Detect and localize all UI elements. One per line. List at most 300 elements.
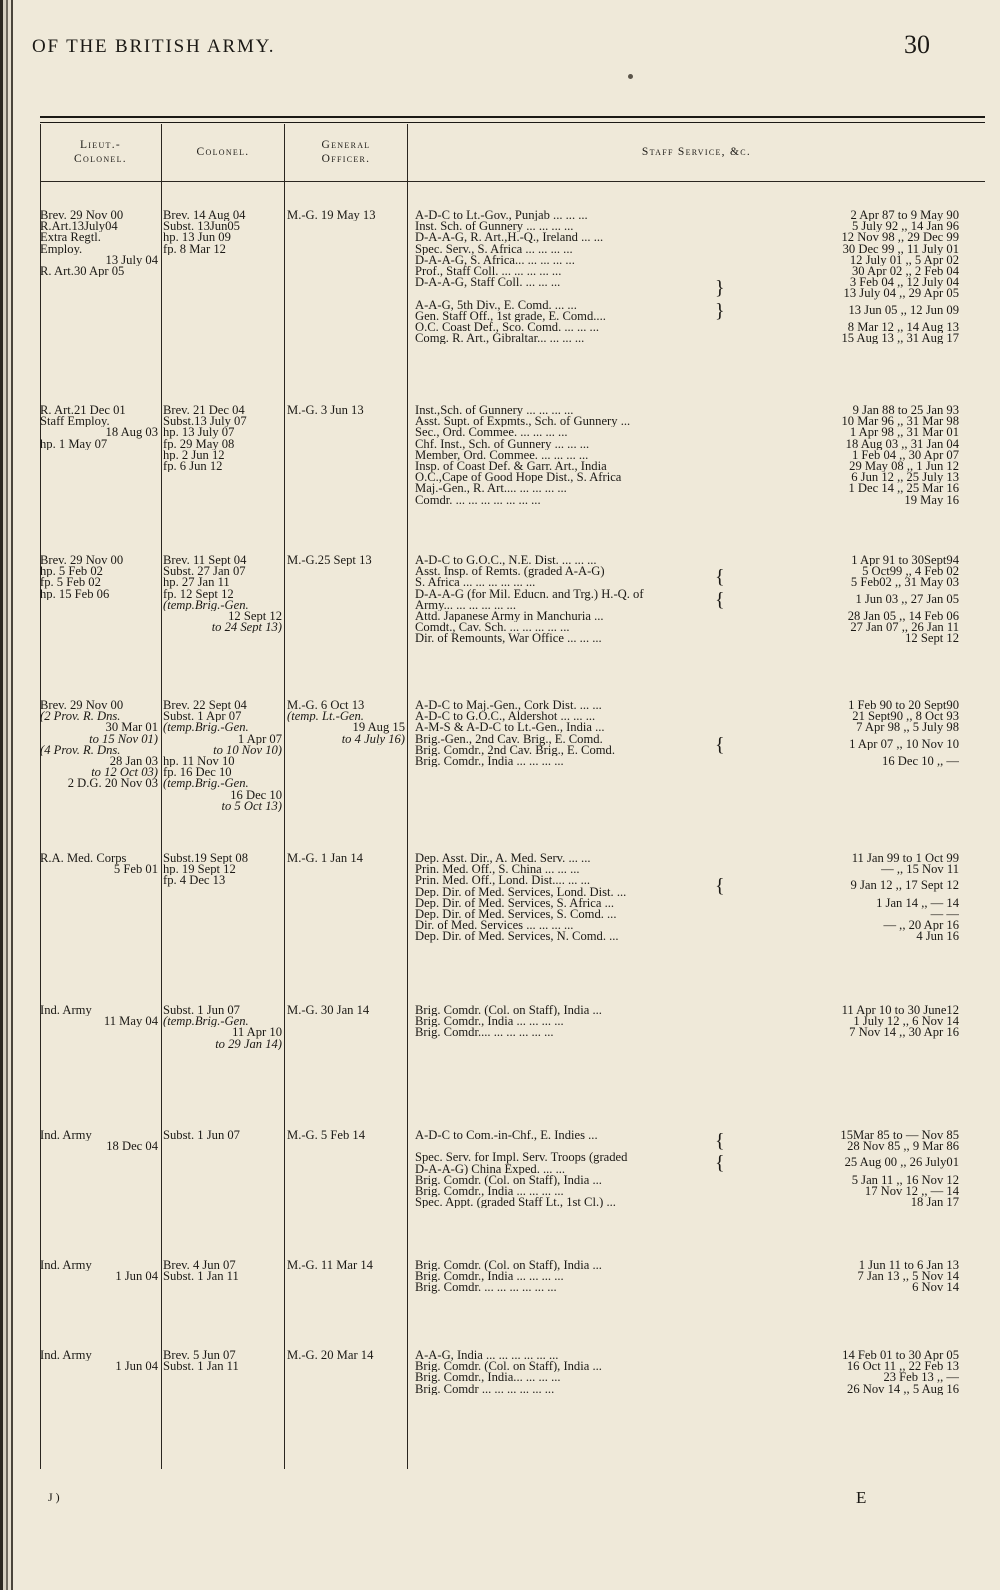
colonel-cell bbox=[163, 1260, 282, 1282]
cell-line: fp. 6 Jun 12 bbox=[163, 460, 223, 473]
appointment-dates: 7 Nov 14 ,, 30 Apr 16 bbox=[849, 1027, 959, 1039]
appointment-description: Brig. Comdr., India ... ... ... ... bbox=[415, 755, 564, 768]
appointment-description: D-A-A-G, R. Art.,H.-Q., Ireland ... ... bbox=[415, 232, 604, 244]
colonel-cell bbox=[163, 210, 282, 255]
lieut-colonel-cell bbox=[40, 853, 158, 875]
cell-line: Brev. 11 Sept 04 bbox=[163, 555, 247, 567]
cell-line: 5 Feb 01 bbox=[113, 864, 158, 876]
appointment-dates: 1 Feb 04 ,, 30 Apr 07 bbox=[851, 449, 959, 461]
staff-appointment bbox=[415, 1383, 959, 1395]
cell-line: Subst. 1 Jun 07 bbox=[163, 1005, 240, 1017]
appointment-dates: 4 Jun 16 bbox=[916, 931, 959, 943]
page-number: 30 bbox=[904, 30, 930, 59]
cell-line: Ind. Army bbox=[40, 1130, 92, 1142]
staff-appointment bbox=[415, 1152, 959, 1175]
wrapped-line: 5 Feb02 ,, 31 May 03 bbox=[850, 575, 959, 589]
cell-line: M.-G. 20 Mar 14 bbox=[287, 1350, 374, 1362]
staff-service-cell bbox=[415, 700, 959, 768]
staff-appointment bbox=[415, 1260, 959, 1272]
appointment-description: O.C.,Cape of Good Hope Dist., S. Africa bbox=[415, 472, 622, 484]
appointment-description: Brig. Comdr ... ... ... ... ... ... bbox=[415, 1383, 555, 1395]
appointment-description bbox=[415, 589, 755, 611]
cell-line: to 29 Jan 14) bbox=[215, 1038, 282, 1050]
appointment-description bbox=[415, 734, 755, 756]
appointment-description: A-D-C to Lt.-Gov., Punjab ... ... ... bbox=[415, 210, 588, 222]
cell-line: hp. 2 Jun 12 bbox=[163, 449, 225, 461]
cell-line: hp. 13 Jun 09 bbox=[163, 232, 231, 244]
cell-line: hp. 5 Feb 02 bbox=[40, 566, 103, 578]
lieut-colonel-cell bbox=[40, 1130, 158, 1152]
cell-line: fp. 12 Sept 12 bbox=[163, 588, 234, 600]
cell-line: (temp.Brig.-Gen. bbox=[163, 778, 249, 790]
staff-appointment bbox=[415, 483, 959, 495]
staff-appointment bbox=[415, 221, 959, 233]
cell-line: Brev. 5 Jun 07 bbox=[163, 1350, 236, 1362]
cell-line: 18 Dec 04 bbox=[106, 1141, 158, 1153]
wrapped-line: 28 Nov 85 ,, 9 Mar 86 bbox=[847, 1139, 959, 1153]
staff-appointment bbox=[415, 1350, 959, 1362]
appointment-dates: 21 Sept90 ,, 8 Oct 93 bbox=[852, 711, 959, 723]
brace-mark: } bbox=[715, 299, 725, 322]
appointment-dates: 16 Dec 10 ,, — bbox=[882, 755, 959, 768]
staff-service-cell bbox=[415, 405, 959, 506]
appointment-description: Prin. Med. Off., S. China ... ... ... bbox=[415, 864, 580, 876]
cell-line: 30 Mar 01 bbox=[105, 722, 158, 734]
appointment-dates: 19 May 16 bbox=[904, 494, 959, 506]
appointment-description bbox=[415, 300, 755, 322]
appointment-description: A-M-S & A-D-C to Lt.-Gen., India ... bbox=[415, 722, 605, 734]
cell-line: to 10 Nov 10) bbox=[213, 744, 282, 756]
staff-appointment bbox=[415, 1282, 959, 1294]
appointment-description: Dep. Dir. of Med. Services, N. Comd. ... bbox=[415, 931, 619, 943]
appointment-dates: 1 Apr 07 ,, 10 Nov 10 bbox=[849, 738, 959, 750]
cell-line: Subst.13 July 07 bbox=[163, 416, 247, 428]
appointment-dates: 12 Nov 98 ,, 29 Dec 99 bbox=[841, 232, 959, 244]
staff-appointment bbox=[415, 1271, 959, 1283]
appointment-dates: 23 Feb 13 ,, — bbox=[883, 1372, 959, 1384]
general-officer-cell bbox=[287, 1130, 405, 1141]
appointment-dates bbox=[727, 1130, 959, 1152]
appointment-dates: 27 Jan 07 ,, 26 Jan 11 bbox=[850, 622, 959, 634]
wrapped-line: Asst. Insp. of Remts. (graded A-A-G) bbox=[415, 566, 605, 579]
colonel-cell bbox=[163, 1005, 282, 1050]
staff-appointment bbox=[415, 449, 959, 461]
staff-appointment bbox=[415, 622, 959, 634]
appointment-description: Brig. Comdr., India... ... ... ... bbox=[415, 1372, 561, 1384]
appointment-description: Insp. of Coast Def. & Garr. Art., India bbox=[415, 460, 607, 473]
brace-mark: { bbox=[715, 1152, 725, 1175]
wrapped-line: 5 Oct99 ,, 4 Feb 02 bbox=[862, 566, 959, 579]
brace-mark: { bbox=[715, 733, 725, 756]
appointment-dates: 6 Nov 14 bbox=[912, 1282, 959, 1294]
appointment-dates: 15 Aug 13 ,, 31 Aug 17 bbox=[841, 333, 959, 345]
appointment-description: Dir. of Remounts, War Office ... ... ... bbox=[415, 633, 602, 645]
cell-line: Employ. bbox=[40, 243, 83, 255]
wrapped-line: Brig. Comdr., 2nd Cav. Brig., E. Comd. bbox=[415, 742, 615, 756]
wrapped-line: Gen. Staff Off., 1st grade, E. Comd.... bbox=[415, 308, 606, 322]
cell-line: (temp.Brig.-Gen. bbox=[163, 722, 249, 734]
appointment-dates: 1 July 12 ,, 6 Nov 14 bbox=[853, 1016, 959, 1028]
cell-line: Ind. Army bbox=[40, 1260, 92, 1272]
wrapped-line: 15Mar 85 to — Nov 85 bbox=[840, 1130, 959, 1142]
cell-line: 16 Dec 10 bbox=[230, 789, 282, 801]
cell-line: Subst. 1 Apr 07 bbox=[163, 711, 242, 723]
colonel-cell bbox=[163, 555, 282, 633]
wrapped-line: A-A-G, 5th Div., E. Comd. ... ... bbox=[415, 299, 577, 312]
cell-line: Subst. 1 Jun 07 bbox=[163, 1130, 240, 1142]
appointment-description bbox=[415, 875, 755, 897]
staff-appointment bbox=[415, 427, 959, 439]
appointment-dates: 18 Jan 17 bbox=[910, 1197, 959, 1209]
general-officer-cell bbox=[287, 555, 405, 566]
staff-appointment bbox=[415, 908, 959, 921]
lieut-colonel-cell bbox=[40, 700, 158, 790]
brace-mark: { bbox=[715, 588, 725, 611]
appointment-description: Spec. Serv., S. Africa ... ... ... ... bbox=[415, 243, 573, 255]
appointment-dates bbox=[727, 566, 959, 588]
column-header-staff-service: Staff Service, &c. bbox=[641, 146, 752, 158]
appointment-dates: 30 Dec 99 ,, 11 July 01 bbox=[842, 243, 959, 255]
cell-line: 12 Sept 12 bbox=[228, 610, 282, 623]
appointment-description: Inst.,Sch. of Gunnery ... ... ... ... bbox=[415, 405, 574, 417]
appointment-description: A-D-C to G.O.C., Aldershot ... ... ... bbox=[415, 711, 596, 723]
appointment-description: Brig. Comdr. ... ... ... ... ... ... bbox=[415, 1282, 557, 1294]
wrapped-line: D-A-A-G) China Exped. ... ... bbox=[415, 1161, 566, 1175]
staff-appointment bbox=[415, 1130, 959, 1153]
appointment-dates: 1 Jun 11 to 6 Jan 13 bbox=[858, 1260, 959, 1272]
appointment-dates: — ,, 15 Nov 11 bbox=[881, 864, 959, 876]
lieut-colonel-cell bbox=[40, 405, 158, 450]
appointment-dates: 28 Jan 05 ,, 14 Feb 06 bbox=[847, 610, 959, 623]
lieut-colonel-cell bbox=[40, 1350, 158, 1372]
cell-line: hp. 15 Feb 06 bbox=[40, 588, 110, 600]
cell-line: Subst.19 Sept 08 bbox=[163, 853, 249, 865]
cell-line: Brev. 21 Dec 04 bbox=[163, 405, 245, 417]
appointment-description: Brig. Comdr. (Col. on Staff), India ... bbox=[415, 1005, 602, 1017]
cell-line: 18 Aug 03 bbox=[105, 427, 158, 439]
appointment-description: Dep. Dir. of Med. Services, S. Africa ... bbox=[415, 897, 615, 909]
general-officer-cell bbox=[287, 405, 405, 416]
cell-line: Extra Regtl. bbox=[40, 232, 101, 244]
appointment-dates: 10 Mar 96 ,, 31 Mar 98 bbox=[841, 416, 959, 428]
staff-appointment bbox=[415, 555, 959, 567]
appointment-dates: 1 Feb 90 to 20 Sept90 bbox=[848, 700, 959, 712]
appointment-description: Prof., Staff Coll. ... ... ... ... ... bbox=[415, 265, 562, 278]
signature-mark: E bbox=[856, 1488, 867, 1507]
cell-line: M.-G. 19 May 13 bbox=[287, 210, 376, 222]
staff-appointment bbox=[415, 277, 959, 300]
appointment-dates: 29 May 08 ,, 1 Jun 12 bbox=[849, 460, 959, 473]
appointment-description: Brig. Comdr. (Col. on Staff), India ... bbox=[415, 1361, 602, 1373]
cell-line: Staff Employ. bbox=[40, 416, 110, 428]
cell-line: Brev. 29 Nov 00 bbox=[40, 210, 124, 222]
appointment-dates: 17 Nov 12 ,, — 14 bbox=[864, 1185, 959, 1198]
appointment-dates: 16 Oct 11 ,, 22 Feb 13 bbox=[846, 1361, 959, 1373]
staff-appointment bbox=[415, 494, 959, 506]
brace-mark: { bbox=[715, 875, 725, 898]
cell-line: to 12 Oct 03) bbox=[91, 767, 158, 779]
staff-appointment bbox=[415, 853, 959, 865]
cell-line: to 4 July 16) bbox=[341, 733, 405, 745]
staff-appointment bbox=[415, 733, 959, 756]
lieut-colonel-cell bbox=[40, 1260, 158, 1282]
cell-line: Brev. 22 Sept 04 bbox=[163, 700, 247, 712]
staff-appointment bbox=[415, 472, 959, 484]
running-title: OF THE BRITISH ARMY. bbox=[32, 36, 276, 57]
staff-appointment bbox=[415, 243, 959, 255]
lieut-colonel-cell bbox=[40, 555, 158, 600]
appointment-dates: 11 Jan 99 to 1 Oct 99 bbox=[851, 853, 959, 865]
appointment-description: Brig. Comdr., India ... ... ... ... bbox=[415, 1016, 564, 1028]
appointment-dates: 6 Jun 12 ,, 25 July 13 bbox=[851, 472, 959, 484]
appointment-description: Dir. of Med. Services ... ... ... ... bbox=[415, 920, 574, 932]
cell-line: to 5 Oct 13) bbox=[221, 800, 282, 812]
staff-appointment bbox=[415, 633, 959, 645]
appointment-description: Comdt., Cav. Sch. ... ... ... ... ... bbox=[415, 622, 570, 634]
appointment-description: Comdr. ... ... ... ... ... ... ... bbox=[415, 494, 541, 506]
appointment-description: Dep. Asst. Dir., A. Med. Serv. ... ... bbox=[415, 853, 591, 865]
staff-appointment bbox=[415, 897, 959, 909]
appointment-description: Asst. Supt. of Expmts., Sch. of Gunnery ... bbox=[415, 416, 631, 428]
appointment-description: Chf. Inst., Sch. of Gunnery ... ... ... bbox=[415, 438, 590, 450]
staff-appointment bbox=[415, 722, 959, 734]
appointment-description: Brig. Comdr. (Col. on Staff), India ... bbox=[415, 1260, 602, 1272]
appointment-dates: 12 Sept 12 bbox=[905, 633, 959, 645]
staff-appointment bbox=[415, 755, 959, 768]
staff-appointment bbox=[415, 1016, 959, 1028]
colonel-cell bbox=[163, 1350, 282, 1372]
staff-appointment bbox=[415, 1197, 959, 1209]
cell-line: hp. 19 Sept 12 bbox=[163, 864, 236, 876]
staff-appointment bbox=[415, 460, 959, 473]
cell-line: M.-G. 11 Mar 14 bbox=[287, 1260, 373, 1272]
cell-line: Brev. 29 Nov 00 bbox=[40, 555, 124, 567]
appointment-dates: 8 Mar 12 ,, 14 Aug 13 bbox=[847, 321, 959, 334]
cell-line: fp. 16 Dec 10 bbox=[163, 767, 232, 779]
cell-line: Brev. 29 Nov 00 bbox=[40, 700, 124, 712]
cell-line: Subst. 1 Jan 11 bbox=[163, 1361, 239, 1373]
appointment-dates: 5 July 92 ,, 14 Jan 96 bbox=[851, 221, 959, 233]
cell-line: hp. 1 May 07 bbox=[40, 438, 108, 450]
appointment-description: Brig. Comdr., India ... ... ... ... bbox=[415, 1271, 564, 1283]
cell-line: (temp.Brig.-Gen. bbox=[163, 599, 249, 611]
appointment-description: A-D-C to Maj.-Gen., Cork Dist. ... ... bbox=[415, 700, 602, 712]
appointment-dates: 25 Aug 00 ,, 26 July01 bbox=[844, 1157, 959, 1169]
staff-appointment bbox=[415, 299, 959, 322]
general-officer-cell bbox=[287, 700, 405, 745]
lieut-colonel-cell bbox=[40, 1005, 158, 1027]
appointment-dates: 7 Apr 98 ,, 5 July 98 bbox=[856, 722, 959, 734]
wrapped-line: Dep. Dir. of Med. Services, Lond. Dist. ... bbox=[415, 884, 627, 898]
cell-line: M.-G. 6 Oct 13 bbox=[287, 700, 365, 712]
wrapped-line: D-A-A-G (for Mil. Educn. and Trg.) H.-Q. of bbox=[415, 588, 644, 601]
appointment-dates: 1 Jan 14 ,, — 14 bbox=[876, 897, 959, 909]
cell-line: 11 Apr 10 bbox=[232, 1027, 282, 1039]
staff-appointment bbox=[415, 438, 959, 450]
staff-service-cell bbox=[415, 1130, 959, 1209]
cell-line: M.-G.25 Sept 13 bbox=[287, 555, 372, 567]
appointment-dates: — ,, 20 Apr 16 bbox=[883, 920, 959, 932]
appointment-description: Comg. R. Art., Gibraltar... ... ... ... bbox=[415, 333, 585, 345]
colonel-cell bbox=[163, 700, 282, 812]
column-header-lieut-colonel: Lieut.- Colonel. bbox=[74, 139, 127, 165]
staff-appointment bbox=[415, 1005, 959, 1017]
cell-line: R.A. Med. Corps bbox=[40, 853, 127, 865]
cell-line: M.-G. 5 Feb 14 bbox=[287, 1130, 366, 1142]
cell-line: 28 Jan 03 bbox=[109, 755, 158, 768]
staff-appointment bbox=[415, 321, 959, 334]
cell-line: (4 Prov. R. Dns. bbox=[40, 744, 121, 756]
appointment-description: A-D-C to Com.-in-Chf., E. Indies ... bbox=[415, 1130, 598, 1142]
cell-line: M.-G. 3 Jun 13 bbox=[287, 405, 364, 417]
cell-line: fp. 8 Mar 12 bbox=[163, 243, 226, 255]
staff-appointment bbox=[415, 254, 959, 266]
appointment-dates: 1 Jun 03 ,, 27 Jan 05 bbox=[855, 593, 959, 605]
appointment-description: Spec. Appt. (graded Staff Lt., 1st Cl.) ... bbox=[415, 1197, 616, 1209]
appointment-description: D-A-A-G, Staff Coll. ... ... ... bbox=[415, 277, 561, 289]
staff-appointment bbox=[415, 232, 959, 244]
cell-line: to 15 Nov 01) bbox=[89, 733, 158, 745]
staff-appointment bbox=[415, 610, 959, 623]
staff-appointment bbox=[415, 1174, 959, 1186]
appointment-description: O.C. Coast Def., Sco. Comd. ... ... ... bbox=[415, 321, 600, 334]
staff-appointment bbox=[415, 1027, 959, 1039]
column-header-general-officer: General Officer. bbox=[321, 139, 371, 165]
wrapped-line: 3 Feb 04 ,, 12 July 04 bbox=[849, 277, 959, 290]
appointment-description: Sec., Ord. Commee. ... ... ... ... bbox=[415, 427, 568, 439]
staff-appointment bbox=[415, 333, 959, 345]
staff-service-cell bbox=[415, 1260, 959, 1294]
staff-appointment bbox=[415, 1185, 959, 1198]
cell-line: R. Art.30 Apr 05 bbox=[40, 265, 125, 278]
appointment-dates: 1 Dec 14 ,, 25 Mar 16 bbox=[848, 483, 959, 495]
staff-service-cell bbox=[415, 210, 959, 345]
footer-mark: J ) bbox=[48, 1490, 60, 1504]
appointment-description: Inst. Sch. of Gunnery ... ... ... ... bbox=[415, 221, 574, 233]
appointment-dates: 7 Jan 13 ,, 5 Nov 14 bbox=[857, 1271, 959, 1283]
appointment-dates: 14 Feb 01 to 30 Apr 05 bbox=[842, 1350, 959, 1362]
appointment-dates: 1 Apr 98 ,, 31 Mar 01 bbox=[849, 427, 959, 439]
cell-line: 19 Aug 15 bbox=[352, 722, 405, 734]
appointment-description: A-D-C to G.O.C., N.E. Dist. ... ... ... bbox=[415, 555, 597, 567]
staff-appointment bbox=[415, 588, 959, 611]
column-header-colonel: Colonel. bbox=[196, 146, 250, 158]
staff-appointment bbox=[415, 711, 959, 723]
appointment-dates: 2 Apr 87 to 9 May 90 bbox=[850, 210, 959, 222]
wrapped-line: 13 July 04 ,, 29 Apr 05 bbox=[843, 286, 959, 300]
staff-appointment bbox=[415, 931, 959, 943]
appointment-dates: 11 Apr 10 to 30 June12 bbox=[841, 1005, 959, 1017]
cell-line: to 24 Sept 13) bbox=[211, 622, 282, 634]
staff-appointment bbox=[415, 700, 959, 712]
cell-line: Subst. 1 Jan 11 bbox=[163, 1271, 239, 1283]
staff-service-cell bbox=[415, 1005, 959, 1039]
cell-line: R.Art.13July04 bbox=[40, 221, 118, 233]
appointment-dates: 18 Aug 03 ,, 31 Jan 04 bbox=[845, 438, 959, 450]
appointment-dates: 1 Apr 91 to 30Sept94 bbox=[851, 555, 959, 567]
appointment-dates: — — bbox=[930, 908, 959, 921]
appointment-description: Brig. Comdr. (Col. on Staff), India ... bbox=[415, 1174, 602, 1186]
cell-line: 1 Jun 04 bbox=[115, 1271, 158, 1283]
cell-line: (2 Prov. R. Dns. bbox=[40, 711, 121, 723]
general-officer-cell bbox=[287, 853, 405, 864]
cell-line: (temp. Lt.-Gen. bbox=[287, 711, 364, 723]
appointment-dates: 30 Apr 02 ,, 2 Feb 04 bbox=[851, 265, 959, 278]
colonel-cell bbox=[163, 1130, 282, 1141]
lieut-colonel-cell bbox=[40, 210, 158, 277]
appointment-description: Brig. Comdr., India ... ... ... ... bbox=[415, 1185, 564, 1198]
staff-appointment bbox=[415, 210, 959, 222]
brace-mark: } bbox=[715, 277, 725, 300]
appointment-description: A-A-G, India ... ... ... ... ... ... bbox=[415, 1350, 559, 1362]
appointment-dates bbox=[727, 277, 959, 299]
appointment-dates: 5 Jan 11 ,, 16 Nov 12 bbox=[851, 1174, 959, 1186]
cell-line: hp. 27 Jan 11 bbox=[163, 577, 230, 589]
cell-line: M.-G. 1 Jan 14 bbox=[287, 853, 363, 865]
general-officer-cell bbox=[287, 210, 405, 221]
staff-appointment bbox=[415, 405, 959, 417]
appointment-description bbox=[415, 566, 755, 588]
appointment-description: Maj.-Gen., R. Art.... ... ... ... ... bbox=[415, 483, 567, 495]
wrapped-line: S. Africa ... ... ... ... ... ... bbox=[415, 575, 536, 589]
appointment-description: Member, Ord. Commee. ... ... ... ... bbox=[415, 449, 589, 461]
staff-appointment bbox=[415, 1361, 959, 1373]
brace-mark: { bbox=[715, 1130, 725, 1152]
cell-line: Ind. Army bbox=[40, 1005, 92, 1017]
appointment-dates: 26 Nov 14 ,, 5 Aug 16 bbox=[847, 1383, 959, 1395]
wrapped-line: Brig.-Gen., 2nd Cav. Brig., E. Comd. bbox=[415, 733, 603, 746]
staff-appointment bbox=[415, 566, 959, 589]
cell-line: R. Art.21 Dec 01 bbox=[40, 405, 126, 417]
colonel-cell bbox=[163, 853, 282, 887]
cell-line: 1 Apr 07 bbox=[237, 733, 282, 745]
cell-line: fp. 29 May 08 bbox=[163, 438, 235, 450]
staff-appointment bbox=[415, 920, 959, 932]
appointment-description: Brig. Comdr.... ... ... ... ... ... bbox=[415, 1027, 554, 1039]
staff-service-cell bbox=[415, 1350, 959, 1395]
staff-appointment bbox=[415, 864, 959, 876]
appointment-description: D-A-A-G, S. Africa... ... ... ... ... bbox=[415, 254, 575, 266]
appointment-dates: 13 Jun 05 ,, 12 Jun 09 bbox=[848, 304, 959, 316]
appointment-description bbox=[415, 1152, 755, 1174]
cell-line: Brev. 4 Jun 07 bbox=[163, 1260, 236, 1272]
appointment-description: Dep. Dir. of Med. Services, S. Comd. ... bbox=[415, 908, 617, 921]
brace-mark: { bbox=[715, 566, 725, 589]
wrapped-line: Prin. Med. Off., Lond. Dist.... ... ... bbox=[415, 875, 591, 888]
cell-line: 2 D.G. 20 Nov 03 bbox=[67, 778, 158, 790]
cell-line: Ind. Army bbox=[40, 1350, 92, 1362]
general-officer-cell bbox=[287, 1350, 405, 1361]
cell-line: Subst. 13Jun05 bbox=[163, 221, 240, 233]
appointment-dates: 12 July 01 ,, 5 Apr 02 bbox=[849, 254, 959, 266]
appointment-dates: 9 Jan 88 to 25 Jan 93 bbox=[852, 405, 959, 417]
cell-line: 1 Jun 04 bbox=[115, 1361, 158, 1373]
cell-line: hp. 13 July 07 bbox=[163, 427, 235, 439]
cell-line: (temp.Brig.-Gen. bbox=[163, 1016, 249, 1028]
cell-line: hp. 11 Nov 10 bbox=[163, 755, 235, 768]
appointment-dates: 9 Jan 12 ,, 17 Sept 12 bbox=[850, 880, 959, 892]
appointment-description: Attd. Japanese Army in Manchuria ... bbox=[415, 610, 604, 623]
cell-line: fp. 4 Dec 13 bbox=[163, 875, 226, 887]
cell-line: M.-G. 30 Jan 14 bbox=[287, 1005, 370, 1017]
staff-service-cell bbox=[415, 555, 959, 645]
wrapped-line: Army... ... ... ... ... ... bbox=[415, 597, 516, 611]
staff-appointment bbox=[415, 1372, 959, 1384]
general-officer-cell bbox=[287, 1260, 405, 1271]
general-officer-cell bbox=[287, 1005, 405, 1016]
cell-line: Brev. 14 Aug 04 bbox=[163, 210, 246, 222]
colonel-cell bbox=[163, 405, 282, 472]
